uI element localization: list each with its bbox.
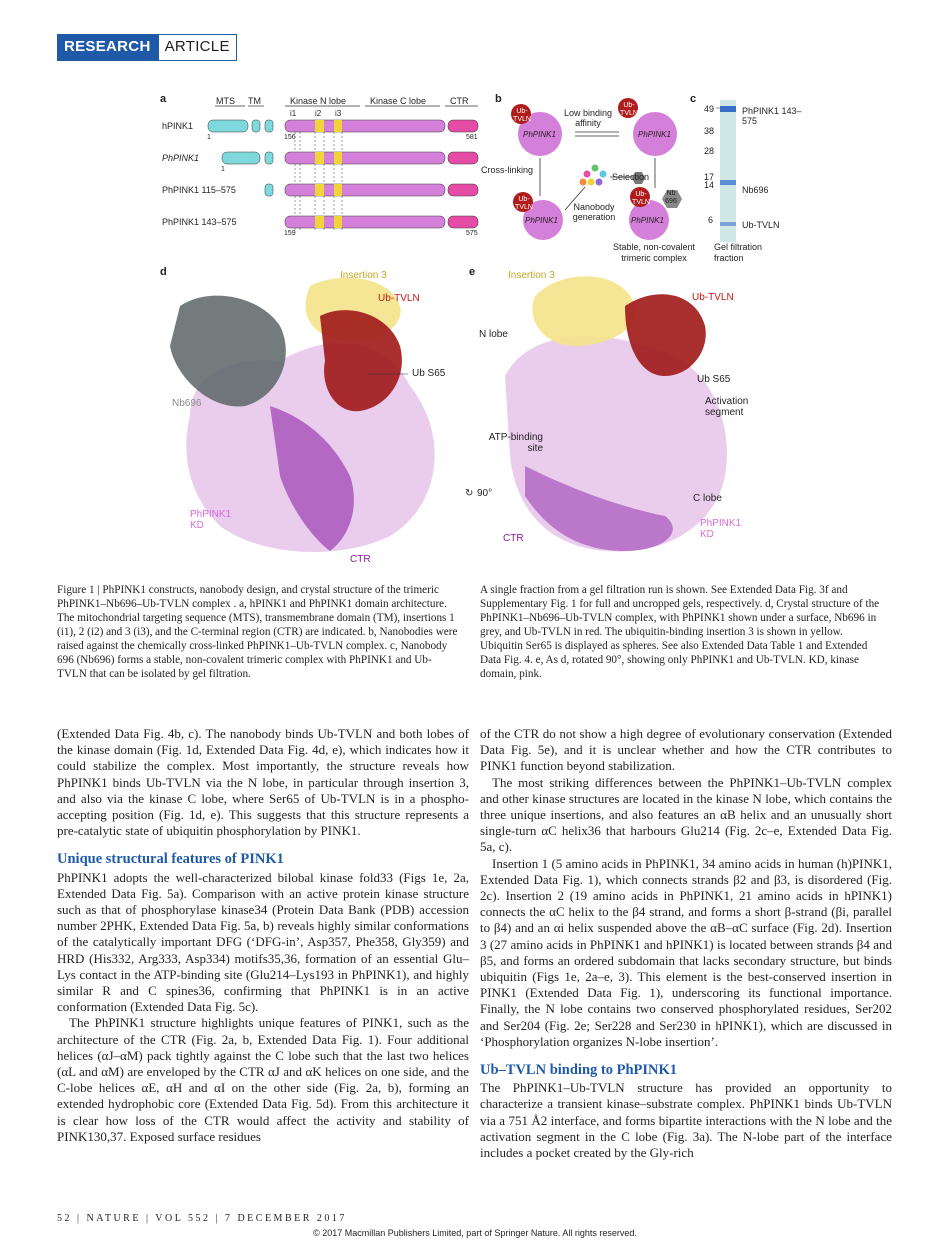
position-label: 156 [284, 134, 296, 141]
caption-text: Figure 1 | PhPINK1 constructs, nanobody design, and crystal structure of the trimeric PhPINK1–Nb696–Ub-TVLN complex . a, hPINK1 and PhPINK1 domain architecture. The mitochondrial targeting sequence (MTS), transmembrane domain (TM), insertions 1 (i1), 2 (i2) and 3 (i3), and the C-terminal region (CTR) are indicated. b, Nanobodies were raised against the chemically cross-linked PhPINK1–Ub-TVLN complex. c, Nanobody 696 (Nb696) forms a stable, non-covalent trimeric complex with PhPINK1 and Ub-TVLN that can be isolated by gel filtration. [57, 584, 458, 680]
insertion3-label: Insertion 3 [508, 270, 555, 281]
figure-panel-e [465, 266, 785, 566]
body-column-left [57, 726, 469, 1145]
page-footer: 52 | NATURE | VOL 552 | 7 DECEMBER 2017 [57, 1213, 347, 1224]
paragraph: The most striking differences between the PhPINK1–Ub-TVLN complex and other kinase structures are located in the kinase N lobe, which contains the three unique insertions, and also features an αB helix and an unusually short single-turn αC helix36 that harbours Glu214 (Fig. 2c–e, Extended Data Fig. 5a, c). [480, 774, 892, 855]
construct-hpink1 [208, 120, 478, 132]
paragraph: of the CTR do not show a high degree of evolutionary conservation (Extended Data Fig. 5e), and it is unclear whether and how the CTR contributes to PINK1 function beyond stabilization. [480, 726, 892, 774]
figure-caption-left [57, 583, 459, 681]
ctr-label: CTR [350, 554, 371, 565]
selection-label: Selection [612, 172, 650, 182]
insertion3-label: Insertion 3 [340, 270, 387, 281]
insertion-i3: i3 [335, 109, 342, 118]
domain-c-lobe: Kinase C lobe [370, 96, 427, 106]
paragraph: Insertion 1 (5 amino acids in PhPINK1, 34 amino acids in human (h)PINK1, Extended Data Fig. 1), which connects strands β2 and β3, is disordered (Fig. 2c). Insertion 2 (19 amino acids in PhPINK1, 21 amino acids in hPINK1) connects the αC helix to the β4 strand, and forms a short β-strand (βi, parallel to β4) and an αi helix suspended above the αB–αC surface (Fig. 2d). Insertion 3 (27 amino acids in PhPINK1 and hPINK1) is located between strands β4 and β5, and forms an ordered subdomain that lacks secondary structure, but binds ubiquitin (Figs 1e, 2a–e, 3). This element is the best-conserved insertion in PINK1 (Extended Data Fig. 1), underscoring its functional importance. Finally, the N lobe contains two conserved phosphorylated residues, Ser202 and Ser204 (Fig. 2e; Ser228 and Ser230 in hPINK1), which are discussed in ‘Phosphorylation organizes N-lobe insertion’. [480, 855, 892, 1049]
figure-caption-right [480, 583, 884, 681]
cross-linking-label: Cross-linking [481, 165, 534, 175]
rotation-label: 90° [477, 488, 493, 499]
position-label: 1 [221, 166, 225, 173]
construct-label: PhPINK1 115–575 [162, 185, 236, 195]
figure-panel-c [690, 92, 800, 267]
ub-tvln-label: Ub-TVLN [632, 191, 650, 206]
construct-label: PhPINK1 [162, 153, 200, 163]
panel-d-label: d [160, 266, 167, 278]
marker-label: 38 [704, 126, 715, 136]
ub-s65-label: Ub S65 [697, 374, 731, 385]
n-lobe-label: N lobe [479, 329, 508, 340]
marker-label: 28 [704, 146, 715, 156]
gel-filtration-label: Gel filtration fraction [714, 242, 763, 263]
position-label: 581 [466, 134, 478, 141]
kd-label: PhPINK1 KD [190, 509, 232, 531]
journal-header [57, 34, 237, 61]
phpink1-label: PhPINK1 [525, 216, 558, 225]
paragraph: (Extended Data Fig. 4b, c). The nanobody binds Ub-TVLN and both lobes of the kinase domain (Fig. 1d, Extended Data Fig. 4d, e), which indicates how it could stabilize the complex. Most importantly, the structure reveals how PhPINK1 binds Ub-TVLN via the N lobe, in particular through insertion 3, and also via the kinase C lobe, where Ser65 of Ub-TVLN is in a phospho-accepting position (Fig. 1d, e). This suggests that this structure represents a pre-catalytic state of ubiquitin phosphorylation by PINK1. [57, 726, 469, 839]
figure-panel-b [481, 92, 696, 267]
figure-panel-a [160, 92, 490, 252]
phpink1-label: PhPINK1 [523, 130, 556, 139]
panel-b-label: b [495, 93, 502, 105]
insertion-i2: i2 [315, 109, 322, 118]
insertion-i1: i1 [290, 109, 297, 118]
paragraph: The PhPINK1 structure highlights unique features of PINK1, such as the architecture of the CTR (Fig. 2a, b, Extended Data Fig. 1). Four additional helices (αJ–αM) pack tightly against the C lobe such that the last two helices (αL and αM) are enveloped by the CTR αJ and αK helices on one side, and the C-lobe helices αE, αH and αI on the other side (Fig. 2a, b), forming an extended hydrophobic core (Extended Data Fig. 5d). From this architecture it is clear how loss of the CTR would affect the activity and stability of PINK130,37. Exposed surface residues [57, 1015, 469, 1144]
low-affinity-label: Low binding affinity [563, 108, 613, 128]
position-label: 159 [284, 230, 296, 237]
ub-tvln-label: Ub-TVLN [515, 196, 533, 211]
paragraph: The PhPINK1–Ub-TVLN structure has provided an opportunity to characterize a transient kinase–substrate complex. PhPINK1 binds Ub-TVLN via a 751 Å2 interface, and forms bipartite interactions with the N lobe and the activation segment in the C lobe (Fig. 3a). The N-lobe part of the interface includes a pocket created by the Gly-rich [480, 1080, 892, 1161]
domain-architecture-diagram [160, 92, 490, 252]
c-lobe-label: C lobe [693, 493, 722, 504]
construct-label: PhPINK1 143–575 [162, 217, 237, 227]
domain-tm: TM [248, 96, 261, 106]
domain-mts: MTS [216, 96, 235, 106]
section-heading: Unique structural features of PINK1 [57, 851, 284, 868]
ctr-label: CTR [503, 533, 524, 544]
ub-tvln-label: Ub-TVLN [692, 292, 734, 303]
article-type-label: ARTICLE [158, 34, 237, 61]
phpink1-label: PhPINK1 [631, 216, 664, 225]
construct-label: hPINK1 [162, 121, 194, 131]
body-column-right [480, 726, 892, 1161]
nb696-label: Nb696 [172, 398, 202, 409]
rotation-icon: ↻ [465, 488, 474, 499]
atp-binding-site-label: ATP-binding site [488, 432, 543, 454]
domain-ctr: CTR [450, 96, 469, 106]
paragraph: PhPINK1 adopts the well-characterized bilobal kinase fold33 (Figs 1e, 2a, Extended Data Fig. 5a). Comparison with an active protein kinase structure such as that of phosphorylase kinase34 (Protein Data Bank (PDB) accession number 2PHK, Extended Data Fig. 5a, b) reveals highly similar conformations of the catalytically important DFG (‘DFG-in’, Asp357, Phe358, Gly359) and HRD (His332, Arg333, Asp334) motifs35,36, formation of an essential Glu–Lys contact in the ATP-binding site (Glu214–Lys193 in PhPINK1), and highly similar R and C spines36, confirming that PhPINK1 is in an active conformation (Extended Data Fig. 5c). [57, 869, 469, 1015]
section-label: RESEARCH [57, 34, 158, 61]
band-label: PhPINK1 143–575 [742, 106, 802, 126]
panel-e-label: e [469, 266, 476, 278]
construct-143-575 [285, 216, 478, 228]
marker-label: 14 [704, 180, 715, 190]
ub-tvln-label: Ub-TVLN [513, 108, 531, 123]
nanobody-generation-label: Nanobody generation [572, 202, 616, 222]
nb696-label: Nb 696 [665, 190, 677, 205]
marker-label: 49 [704, 104, 715, 114]
band-label: Ub-TVLN [742, 220, 780, 230]
panel-a-label: a [160, 93, 167, 105]
panel-c-label: c [690, 93, 697, 105]
marker-label: 6 [708, 215, 714, 225]
marker-label: 17 [704, 172, 715, 182]
band-label: Nb696 [742, 185, 769, 195]
figure-panel-d [150, 266, 460, 566]
kd-label: PhPINK1 KD [700, 518, 742, 540]
construct-115-575 [265, 184, 478, 196]
copyright-notice: © 2017 Macmillan Publishers Limited, part of Springer Nature. All rights reserved. [313, 1228, 637, 1238]
construct-phpink1 [222, 152, 478, 164]
ub-tvln-label: Ub-TVLN [378, 293, 420, 304]
caption-text: A single fraction from a gel filtration run is shown. See Extended Data Fig. 3f and Supplementary Fig. 1 for full and uncropped gels, respectively. d, Crystal structure of the PhPINK1–Nb696–Ub-TVLN complex, with PhPINK1 shown under a surface, Nb696 in grey, and Ub-TVLN in red. The ubiquitin-binding insertion 3 is shown in yellow. Ubiquitin Ser65 is displayed as spheres. See also Extended Data Table 1 and Extended Data Fig. 4. e, As d, rotated 90°, showing only PhPINK1 and Ub-TVLN. KD, kinase domain, pink. [480, 584, 880, 680]
ub-tvln-label: Ub-TVLN [620, 102, 638, 117]
activation-segment-label: Activation segment [705, 396, 749, 418]
stable-complex-label: Stable, non-covalent trimeric complex [612, 242, 696, 263]
domain-n-lobe: Kinase N lobe [290, 96, 347, 106]
ub-s65-label: Ub S65 [412, 368, 446, 379]
section-heading: Ub–TVLN binding to PhPINK1 [480, 1062, 678, 1079]
phpink1-label: PhPINK1 [638, 130, 671, 139]
position-label: 1 [207, 134, 211, 141]
position-label: 575 [466, 230, 478, 237]
